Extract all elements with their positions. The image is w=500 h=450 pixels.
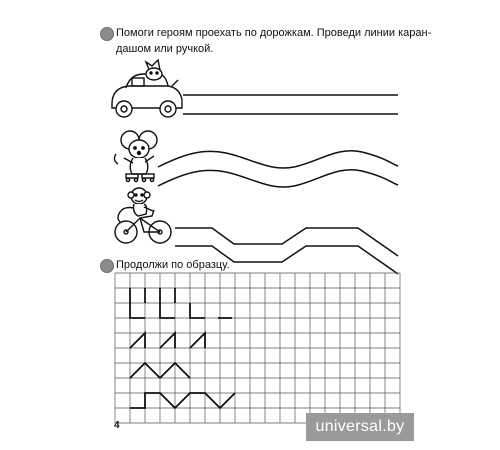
task1-line1: Помоги героям проехать по дорожкам. Проведи линии каран- (116, 27, 432, 39)
task2-instruction: Продолжи по образцу. (116, 259, 230, 271)
task1-line2: дашом или ручкой. (116, 43, 214, 55)
watermark: universal.by (306, 413, 414, 441)
page-number: 4 (114, 420, 120, 431)
grid-lines (115, 273, 400, 423)
